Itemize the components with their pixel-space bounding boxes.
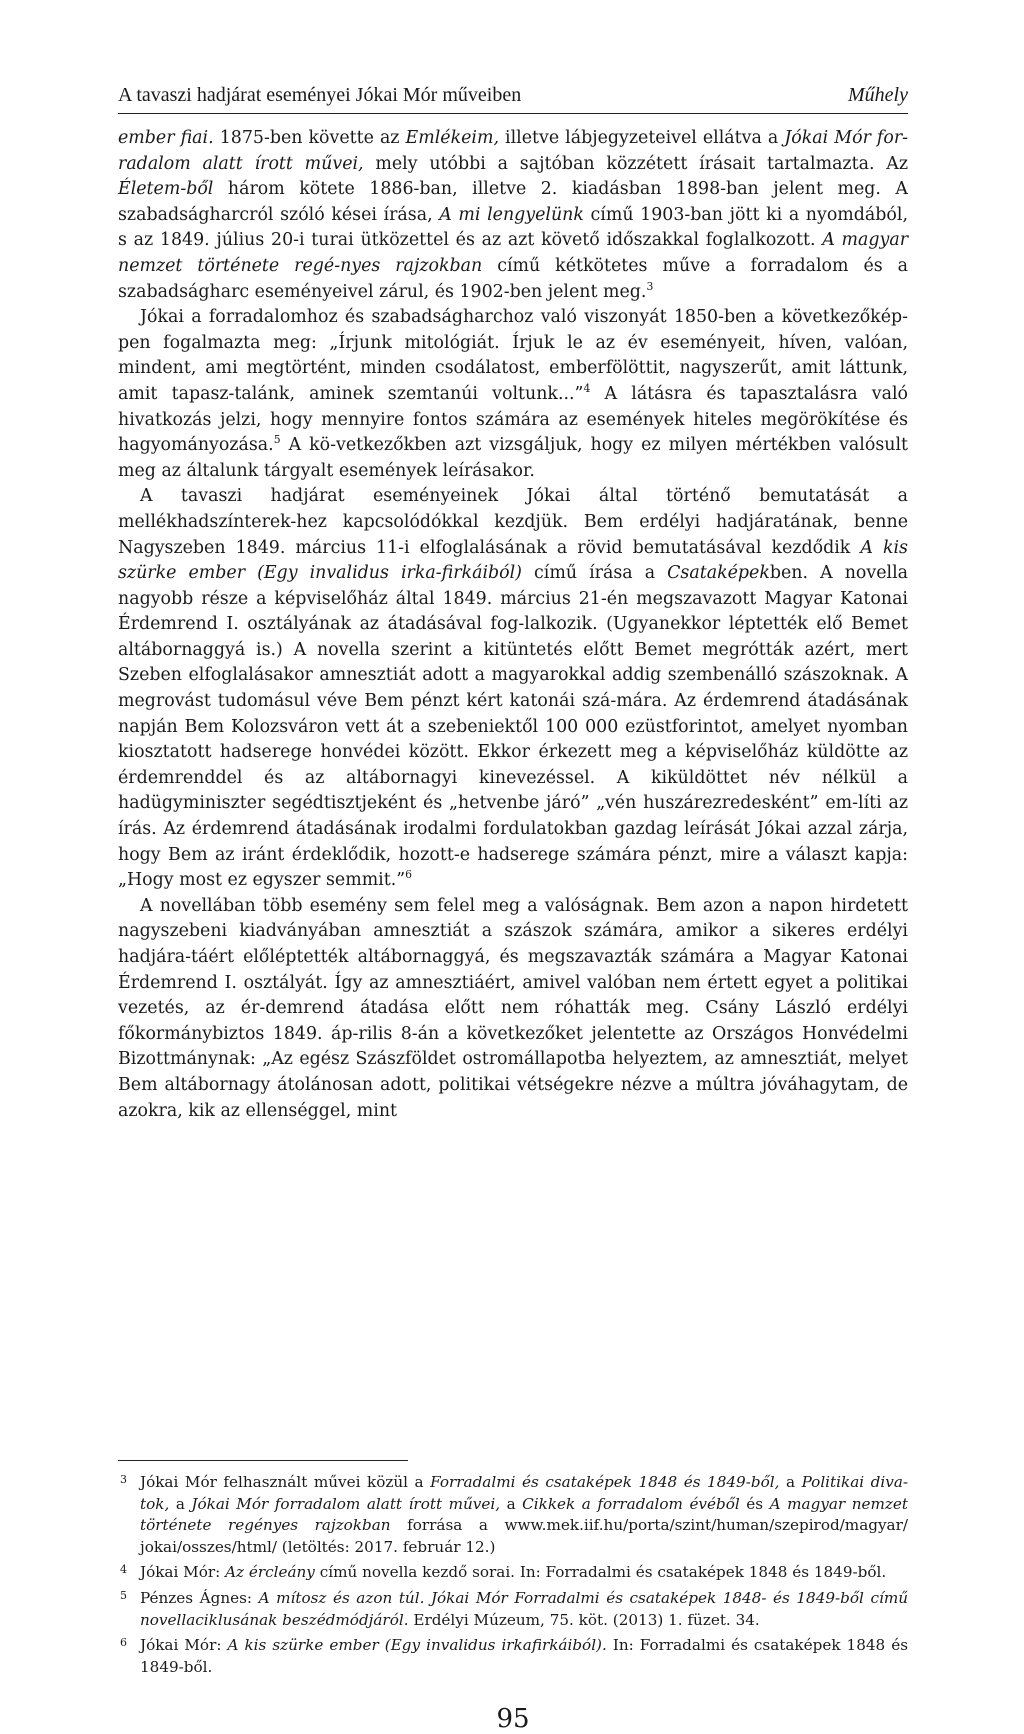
footnote-number: 3 — [120, 1473, 127, 1486]
footnote-number: 5 — [120, 1588, 127, 1602]
footnote-ref-4: 4 — [583, 382, 591, 396]
footnote-divider — [118, 1460, 408, 1461]
paragraph-1: ember fiai. 1875-ben követte az Emlékeim, illetve lábjegyzeteivel ellátva a Jókai Mór for-radalom alatt írott művei, mely utóbbi a sajtóban közzétett írásait tartalmazta. Az Életem-ből három kötete 1886-ban, illetve 2. kiadásban 1898-ban jelent meg. A szabadságharcról szóló kései írása, A mi lengyelünk című 1903-ban jött ki a nyomdából, s az 1849. július 20-i turai ütközettel és az azt követő időszakkal foglalkozott. A magyar nemzet története regé-nyes rajzokban című kétkötetes műve a forradalom és a szabadságharc eseményeivel zárul, és 1902-ben jelent meg.$^3$ — [118, 128, 909, 302]
paragraph-2: Jókai a forradalomhoz és szabadságharchoz való viszonyát 1850-ben a következőkép-pen fogalmazta meg: „Írjunk mitológiát. Írjuk le az év eseményeit, híven, valóan, mindent, ami megtörtént, minden csodálatost, emberfölöttit, nagyszerűt, amit láttunk, amit tapasz-talánk, aminek szemtanúi voltunk...”$^4$ A látásra és tapasztalásra való hivatkozás jelzi, hogy mennyire fontos számára az események hiteles megörökítése és hagyományozása.$^5$ A kö-vetkezőkben azt vizsgáljuk, hogy ez milyen mértékben valósult meg az általunk tárgyalt események leírásakor. — [118, 307, 908, 481]
footnote-6: 6 Jókai Mór: A kis szürke ember (Egy invalidus irkafirkáiból). In: Forradalmi és csataképek 1848 és 1849-ből. — [118, 1635, 908, 1678]
footnote-number: 4 — [120, 1563, 127, 1577]
footnote-ref-3: 3 — [646, 279, 654, 293]
footnote-5: 5 Pénzes Ágnes: A mítosz és azon túl. Jókai Mór Forradalmi és csataképek 1848- és 1849-ből című novellaciklusának beszédmódjáról. Erdélyi Múzeum, 75. köt. (2013) 1. füzet. 34. — [118, 1588, 908, 1631]
running-head — [118, 84, 908, 114]
body-text — [118, 126, 908, 1124]
paragraph-3: A tavaszi hadjárat eseményeinek Jókai által történő bemutatását a mellékhadszínterek-hez kapcsolódókkal kezdjük. Bem erdélyi hadjáratának, benne Nagyszeben 1849. március 11-i elfoglalásának a rövid bemutatásával kezdődik A kis szürke ember (Egy invalidus irka-firkáiból) című írása a Csataképekben. A novella nagyobb része a képviselőház által 1849. március 21-én megszavazott Magyar Katonai Érdemrend I. osztályának az átadásával fog-lalkozik. (Ugyanekkor léptették elő Bemet altábornaggyá is.) A novella szerint a kitüntetés előtt Bemet megrótták azért, mert Szeben elfoglalásakor amnesztiát adott a magyarokkal addig szembenálló szászoknak. A megrovást tudomásul véve Bem pénzt kért katonái szá-mára. Az érdemrend átadásának napján Bem Kolozsváron vett át a szebeniektől 100 000 ezüstforintot, amelyet nyomban kiosztatott hadserege honvédei között. Ekkor érkezett meg a képviselőház küldötte az érdemrenddel és az altábornagyi kinevezéssel. A kiküldöttet név nélkül a hadügyminiszter segédtisztjeként és „hetvenbe járó” „vén huszárezredesként” em-líti az írás. Az érdemrend átadásának irodalmi fordulatokban gazdag leírását Jókai azzal zárja, hogy Bem az iránt érdeklődik, hozott-e hadserege számára pénzt, mire a választ kapja: „Hogy most ez egyszer semmit.”$^6$ — [118, 486, 908, 891]
footnote-number: 6 — [120, 1636, 127, 1650]
footnote-3: 3 Jókai Mór felhasznált művei közül a Forradalmi és csataképek 1848 és 1849-ből, a Politikai diva-tok, a Jókai Mór forradalom alatt írott művei, a Cikkek a forradalom évéből és A magyar nemzet története regényes rajzokban forrása a www.mek.iif.hu/porta/szint/human/szepirod/magyar/ jokai/osszes/html/ (letöltés: 2017. február 12.) — [118, 1472, 908, 1558]
page — [118, 84, 909, 1734]
footnote-ref-6: 6 — [405, 868, 413, 882]
footnote-ref-5: 5 — [273, 433, 281, 447]
page-number: 95 — [496, 1704, 530, 1734]
running-head-section: Műhely — [848, 84, 908, 106]
paragraph-4: A novellában több esemény sem felel meg a valóságnak. Bem azon a napon hirdetett nagyszebeni kiadványában amnesztiát a szászok számára, amikor a sikeres erdélyi hadjára-táért előléptették altábornaggyá, és megszavazták számára a Magyar Katonai Érdemrend I. osztályát. Így az amnesztiáért, amivel valóban nem értett egyet a politikai vezetés, az ér-demrend átadása előtt nem róhatták meg. Csány László erdélyi főkormánybiztos 1849. áp-rilis 8-án a következőket jelentette az Országos Honvédelmi Bizottmánynak: „Az egész Szászföldet ostromállapotba helyeztem, az amnesztiát, melyet Bem altábornagy átolánosan adott, politikai vétségekre nézve a múltra jóváhagytam, de azokra, kik az ellenséggel, mint — [118, 895, 908, 1121]
footnotes — [118, 1472, 908, 1682]
running-head-title: A tavaszi hadjárat eseményei Jókai Mór műveiben — [118, 84, 522, 106]
footnote-4: 4 Jókai Mór: Az ércleány című novella kezdő sorai. In: Forradalmi és csataképek 1848 és 1849-ből. — [118, 1562, 908, 1584]
